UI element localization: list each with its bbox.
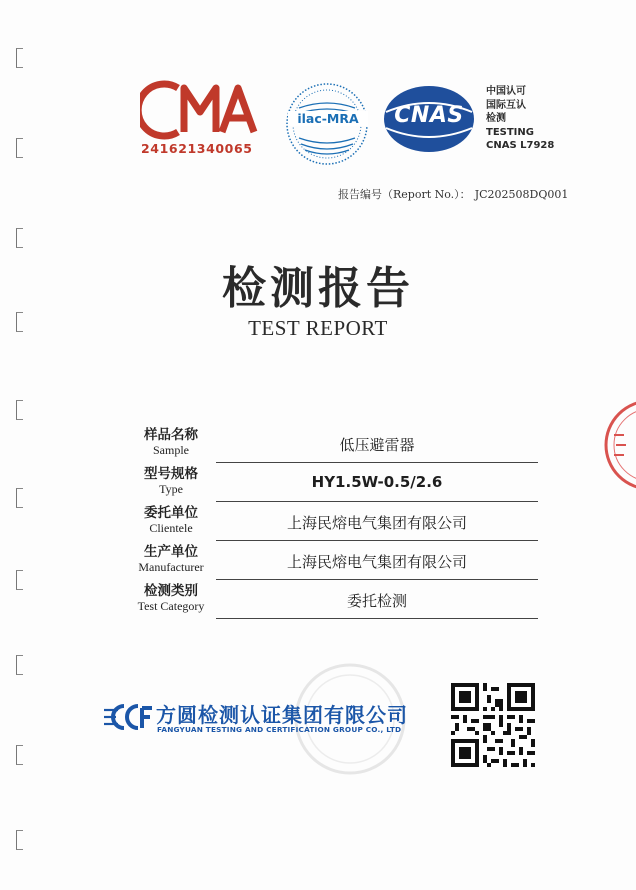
field-label-cn: 检测类别 [144, 583, 198, 599]
ccf-logo-icon [102, 700, 154, 734]
field-label [120, 427, 222, 457]
cnas-side-line: 检测 [486, 113, 506, 124]
field-value: 上海民熔电气集团有限公司 [286, 553, 467, 571]
cnas-label: CNAS [394, 103, 464, 128]
cma-code: 241621340065 [141, 141, 253, 156]
field-label-en: Manufacturer [138, 560, 204, 574]
field-value: 上海民熔电气集团有限公司 [286, 514, 467, 532]
field-label-en: Test Category [137, 599, 205, 613]
cnas-side-line: 国际互认 [486, 99, 526, 111]
field-value: 低压避雷器 [339, 436, 415, 454]
report-number-value: JC202508DQ001 [474, 188, 569, 201]
binder-mark [16, 488, 23, 508]
company-name-cn: 方圆检测认证集团有限公司 [156, 703, 408, 727]
report-number-label: 报告编号（Report No.）： [338, 188, 471, 201]
field-label-en: Sample [153, 443, 189, 457]
title-english: TEST REPORT [248, 316, 388, 340]
info-row-test-category [120, 580, 540, 619]
field-label [120, 544, 222, 574]
binder-mark [16, 745, 23, 765]
qr-code-icon[interactable] [451, 683, 535, 767]
field-label [120, 583, 222, 613]
field-label-cn: 型号规格 [144, 466, 198, 482]
binder-mark [16, 228, 23, 248]
field-label-en: Clientele [149, 521, 193, 535]
cnas-side-line: 中国认可 [486, 86, 526, 97]
cnas-side-line: TESTING [486, 126, 534, 138]
cma-logo-icon [140, 80, 260, 140]
binder-mark [16, 830, 23, 850]
field-label-en: Type [159, 482, 183, 496]
binder-mark [16, 138, 23, 158]
cnas-accreditation-text [486, 85, 554, 153]
info-row-clientele [120, 502, 540, 541]
field-label [120, 466, 222, 496]
field-label [120, 505, 222, 535]
report-info-table [120, 424, 540, 619]
binder-mark [16, 48, 23, 68]
field-label-cn: 委托单位 [144, 505, 198, 521]
info-row-sample [120, 424, 540, 463]
field-value: 委托检测 [346, 592, 407, 610]
info-row-type [120, 463, 540, 502]
binder-mark [16, 400, 23, 420]
red-seal-icon [600, 395, 636, 495]
title-chinese: 检测报告 [222, 263, 414, 314]
ilac-mra-label: ilac-MRA [288, 111, 368, 126]
report-number [338, 186, 572, 202]
field-value: HY1.5W-0.5/2.6 [311, 473, 443, 491]
field-label-cn: 样品名称 [144, 427, 198, 443]
binder-mark [16, 655, 23, 675]
field-label-cn: 生产单位 [144, 544, 198, 560]
cnas-side-line: CNAS L7928 [486, 140, 555, 151]
underline [216, 618, 538, 619]
info-row-manufacturer [120, 541, 540, 580]
company-name-en: FANGYUAN TESTING AND CERTIFICATION GROUP CO., LTD [157, 725, 402, 734]
binder-mark [16, 570, 23, 590]
